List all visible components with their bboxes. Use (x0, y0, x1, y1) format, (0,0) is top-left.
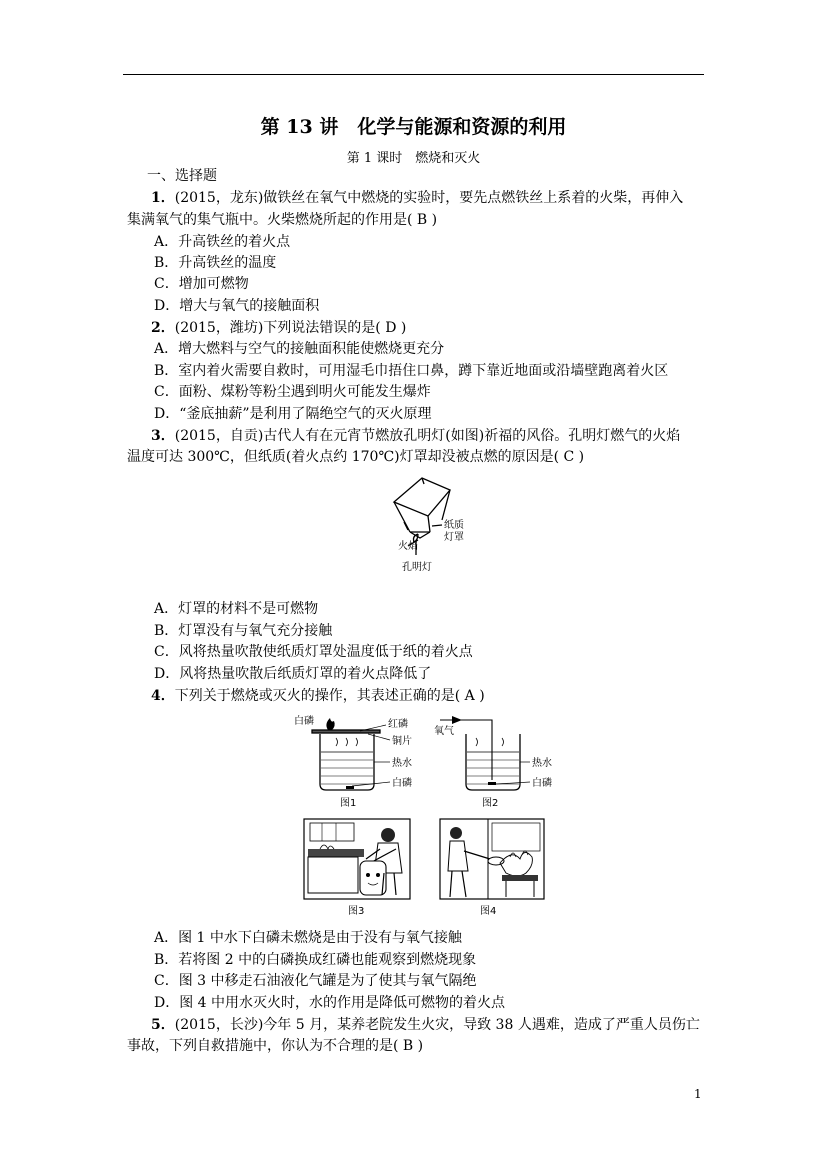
figure-1-beaker (294, 714, 412, 809)
label-flame: 火焰 (398, 541, 418, 552)
figure-4-scene (440, 819, 544, 917)
question-2-number: 2． (151, 320, 175, 336)
question-1-number: 1． (151, 190, 175, 206)
lantern-caption: 孔明灯 (402, 562, 432, 573)
beaker-figures (290, 710, 560, 810)
fig4-caption: 图4 (480, 906, 497, 917)
section-heading: 一、选择题 (147, 168, 217, 184)
page-number: 1 (694, 1087, 702, 1101)
question-1-option-b: B．升高铁丝的温度 (154, 255, 277, 271)
page-subtitle: 第 1 课时 燃烧和灭火 (346, 151, 481, 166)
label-paper-2: 灯罩 (444, 532, 464, 543)
label-paper-1: 纸质 (444, 520, 464, 531)
question-1-option-c: C．增加可燃物 (154, 276, 249, 292)
question-4-line-1: 4．下列关于燃烧或灭火的操作，其表述正确的是( A ) (151, 688, 485, 704)
question-2-option-d: D．“釜底抽薪”是利用了隔绝空气的灭火原理 (154, 406, 432, 422)
fig3-caption: 图3 (348, 906, 365, 917)
question-4-option-c: C．图 3 中移走石油液化气罐是为了使其与氧气隔绝 (154, 973, 477, 989)
header-rule (123, 74, 704, 75)
fig1-label-red-p: 红磷 (388, 719, 408, 730)
scene-figures (300, 815, 550, 920)
question-5-line-1: 5．(2015，长沙)今年 5 月，某养老院发生火灾，导致 38 人遇难，造成了严重人员伤亡 (151, 1017, 700, 1033)
question-3-option-a: A．灯罩的材料不是可燃物 (154, 601, 319, 617)
question-4-option-d: D．图 4 中用水灭火时，水的作用是降低可燃物的着火点 (154, 995, 506, 1011)
page-title: 第 13 讲 化学与能源和资源的利用 (260, 116, 567, 138)
question-1-line-2: 集满氧气的集气瓶中。火柴燃烧所起的作用是( B ) (127, 212, 438, 228)
fig1-label-copper: 铜片 (392, 736, 412, 747)
kongming-lantern-figure (380, 470, 490, 578)
question-4-option-a: A．图 1 中水下白磷未燃烧是由于没有与氧气接触 (154, 930, 462, 946)
figure-2-beaker (434, 716, 552, 809)
question-4-number: 4． (151, 688, 175, 704)
question-3-line-2: 温度可达 300℃，但纸质(着火点约 170℃)灯罩却没被点燃的原因是( C ) (127, 449, 585, 465)
fig1-caption: 图1 (340, 798, 357, 809)
question-2-option-a: A．增大燃料与空气的接触面积能使燃烧更充分 (154, 341, 445, 357)
question-3-option-c: C．风将热量吹散使纸质灯罩处温度低于纸的着火点 (154, 644, 473, 660)
question-2-line-1: 2．(2015，潍坊)下列说法错误的是( D ) (151, 320, 407, 336)
question-4-option-b: B．若将图 2 中的白磷换成红磷也能观察到燃烧现象 (154, 952, 477, 968)
question-2-option-c: C．面粉、煤粉等粉尘遇到明火可能发生爆炸 (154, 384, 431, 400)
question-3-option-b: B．灯罩没有与氧气充分接触 (154, 623, 333, 639)
fig2-label-white-p: 白磷 (532, 778, 552, 789)
question-3-option-d: D．风将热量吹散后纸质灯罩的着火点降低了 (154, 666, 432, 682)
question-2-option-b: B．室内着火需要自救时，可用湿毛巾捂住口鼻，蹲下靠近地面或沿墙壁跑离着火区 (154, 363, 669, 379)
question-1-option-a: A．升高铁丝的着火点 (154, 234, 291, 250)
question-3-line-1: 3．(2015，自贡)古代人有在元宵节燃放孔明灯(如图)祈福的风俗。孔明灯燃气的火焰 (151, 428, 681, 444)
question-5-line-2: 事故，下列自救措施中，你认为不合理的是( B ) (127, 1038, 424, 1054)
question-1-line-1: 1．(2015，龙东)做铁丝在氧气中燃烧的实验时，要先点燃铁丝上系着的火柴，再伸入 (151, 190, 684, 206)
fig1-label-white-p-bottom: 白磷 (392, 778, 412, 789)
fig2-caption: 图2 (482, 798, 499, 809)
fig1-label-hot-water: 热水 (392, 758, 412, 769)
question-3-number: 3． (151, 428, 175, 444)
fig2-label-oxygen: 氧气 (434, 726, 454, 737)
question-1-option-d: D．增大与氧气的接触面积 (154, 298, 320, 314)
figure-3-scene (304, 819, 410, 917)
question-5-number: 5． (151, 1017, 175, 1033)
fig1-label-white-p-top: 白磷 (294, 716, 314, 727)
fig2-label-hot-water: 热水 (532, 758, 552, 769)
